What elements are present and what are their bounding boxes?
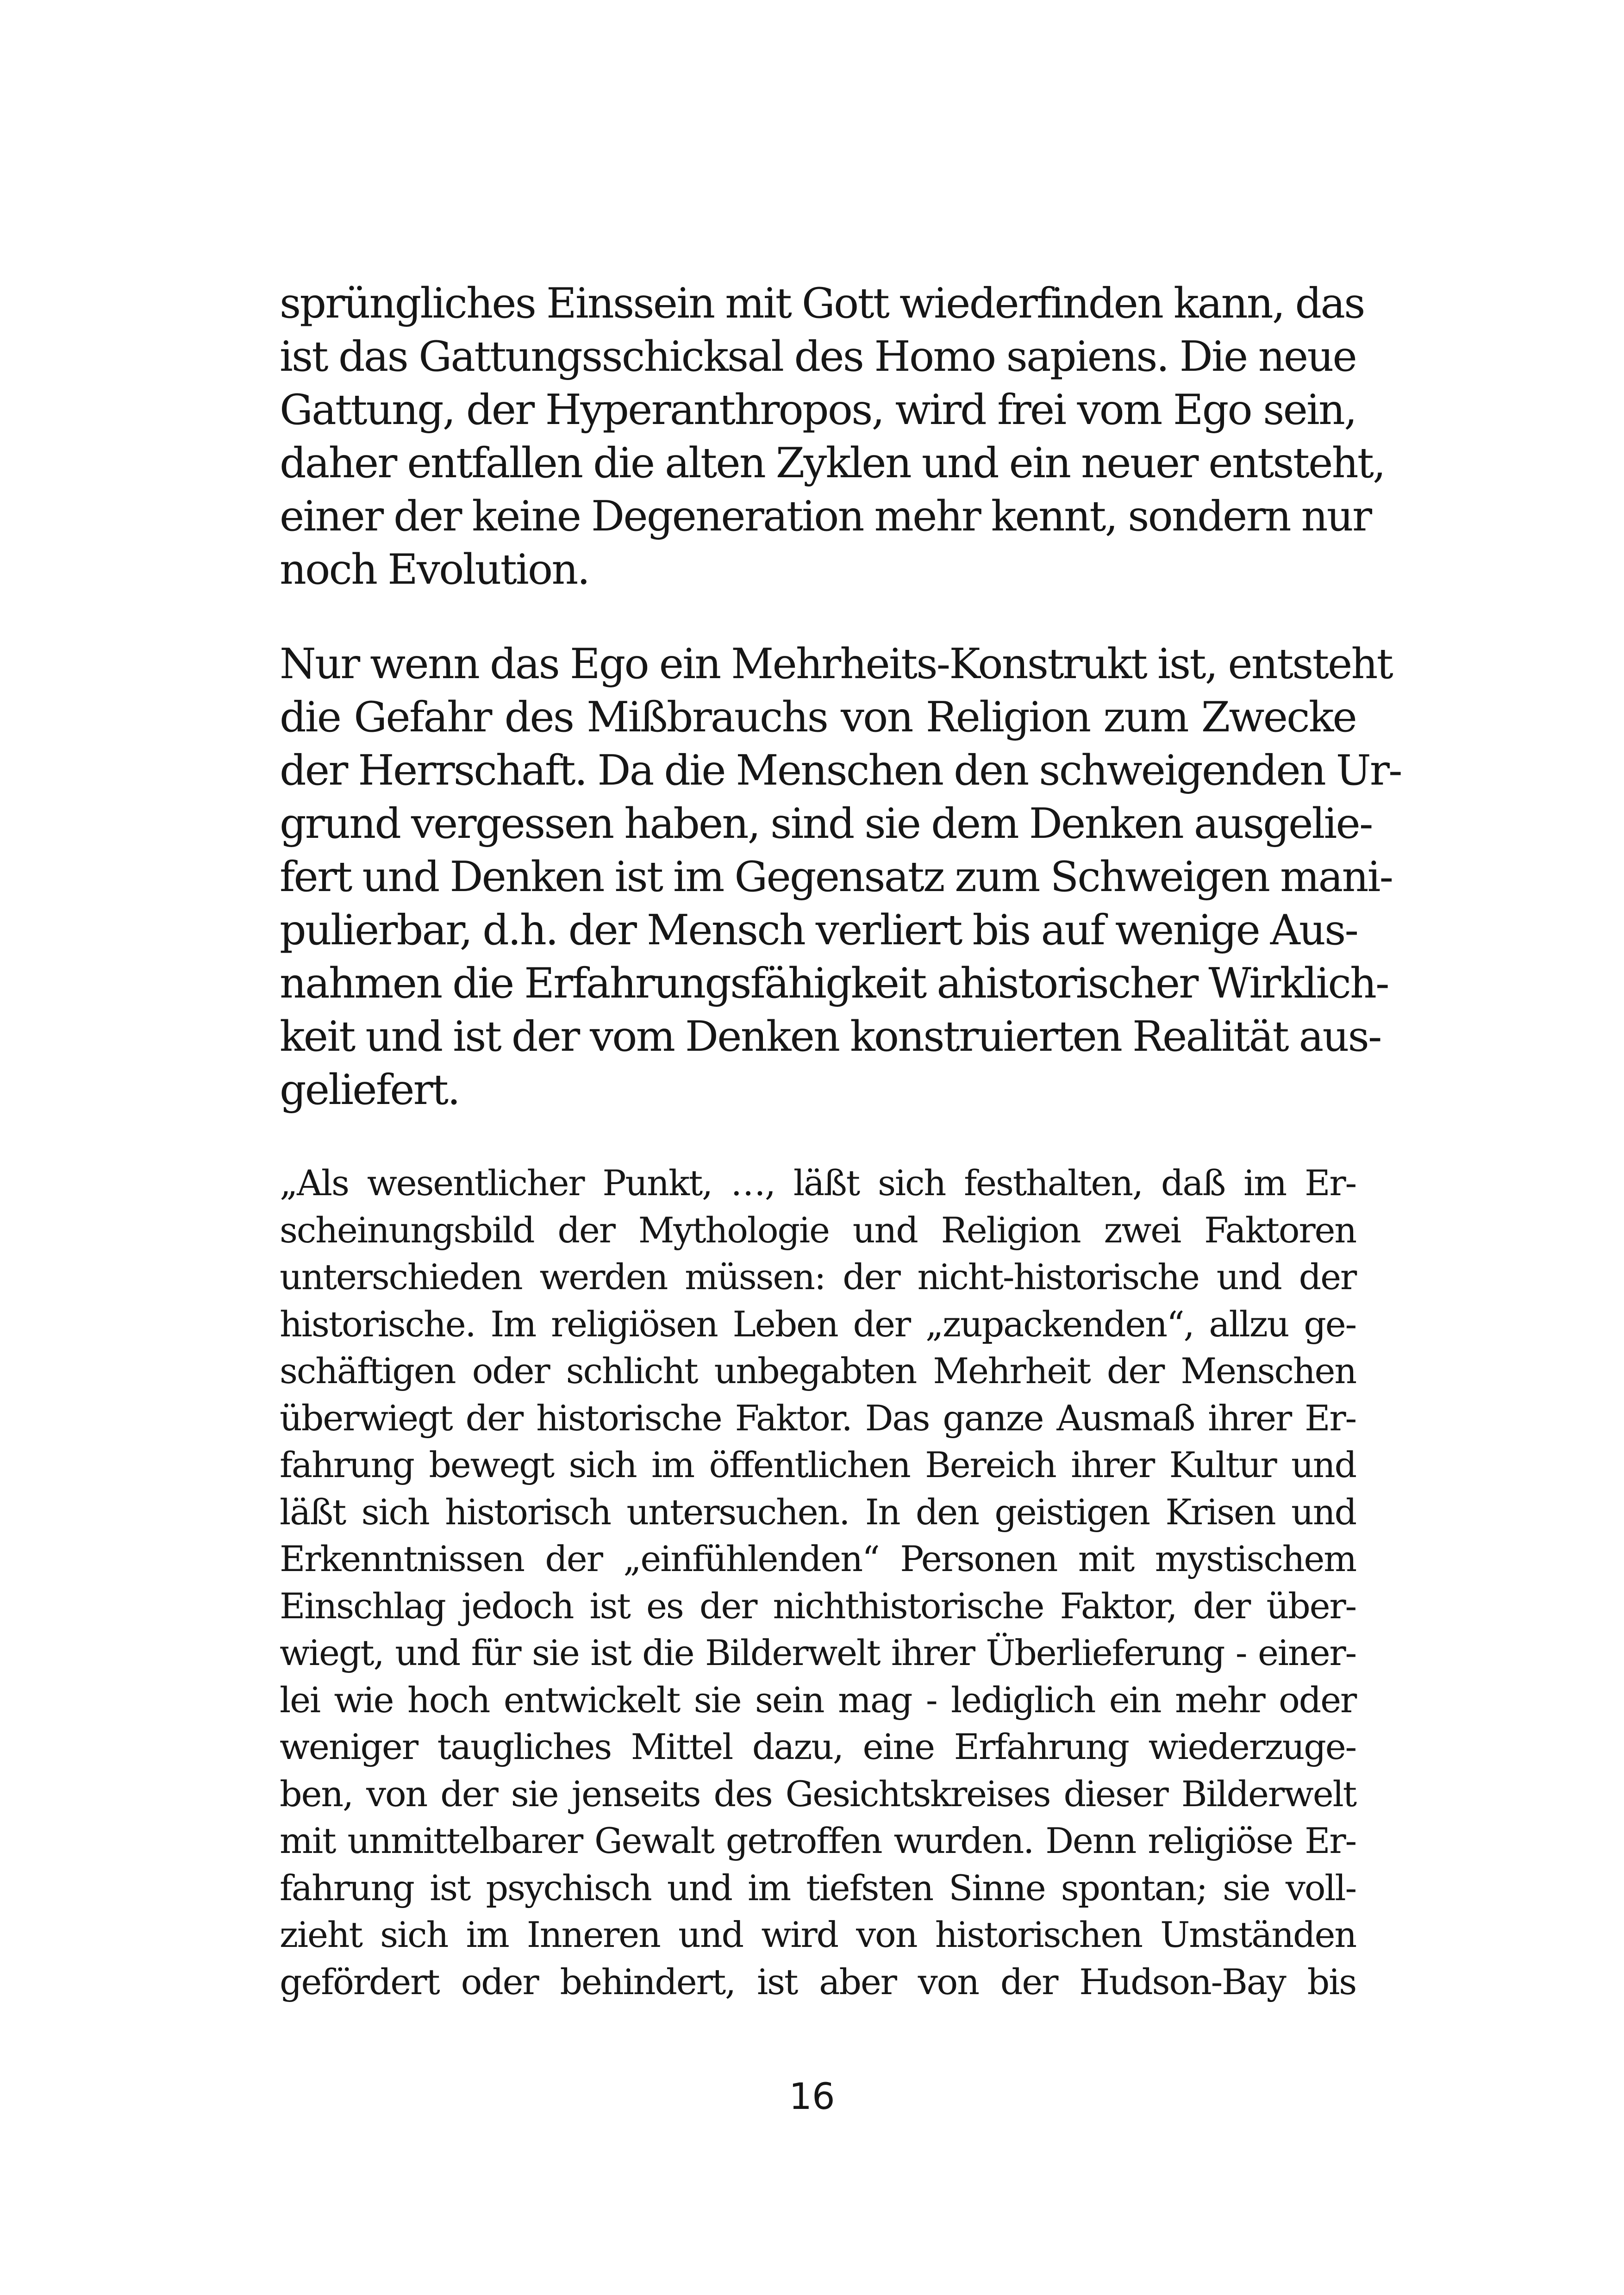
block-quote — [280, 1160, 1356, 2005]
paragraph-2-line: nahmen die Erfahrungsfähigkeit ahistorischer Wirklich- — [280, 959, 1388, 1008]
paragraph-2-line: geliefert. — [280, 1066, 460, 1114]
paragraph-1-line: Gattung, der Hyperanthropos, wird frei vom Ego sein, — [280, 386, 1356, 434]
paragraph-2-line: pulierbar, d.h. der Mensch verliert bis auf wenige Aus- — [280, 906, 1358, 954]
paragraph-2-line: der Herrschaft. Da die Menschen den schweigenden Ur- — [280, 746, 1401, 795]
quote-line: mit unmittelbarer Gewalt getroffen wurden. Denn religiöse Er- — [280, 1820, 1356, 1861]
paragraph-2 — [280, 637, 1401, 1116]
quote-line: zieht sich im Inneren und wird von historischen Umständen — [280, 1914, 1356, 1955]
quote-line: Einschlag jedoch ist es der nichthistorische Faktor, der über- — [280, 1585, 1356, 1627]
quote-line: läßt sich historisch untersuchen. In den geistigen Krisen und — [280, 1491, 1356, 1533]
paragraph-1-line: sprüngliches Einssein mit Gott wiederfinden kann, das — [280, 279, 1364, 328]
quote-line: scheinungsbild der Mythologie und Religion zwei Faktoren — [280, 1209, 1356, 1251]
paragraph-2-line: grund vergessen haben, sind sie dem Denken ausgelie- — [280, 799, 1372, 848]
quote-line: weniger taugliches Mittel dazu, eine Erfahrung wiederzuge- — [280, 1726, 1356, 1767]
quote-line: schäftigen oder schlicht unbegabten Mehrheit der Menschen — [280, 1350, 1356, 1391]
paragraph-1-line: daher entfallen die alten Zyklen und ein neuer entsteht, — [280, 439, 1385, 487]
paragraph-2-line: Nur wenn das Ego ein Mehrheits-Konstrukt ist, entsteht — [280, 640, 1393, 688]
quote-line: historische. Im religiösen Leben der „zupackenden“, allzu ge- — [280, 1303, 1356, 1345]
paragraph-1-line: noch Evolution. — [280, 545, 589, 594]
quote-line: fahrung bewegt sich im öffentlichen Bereich ihrer Kultur und — [280, 1444, 1356, 1485]
quote-line: wiegt, und für sie ist die Bilderwelt ihrer Überlieferung - einer- — [280, 1632, 1356, 1673]
quote-line: „Als wesentlicher Punkt, …, läßt sich festhalten, daß im Er- — [280, 1162, 1356, 1204]
paragraph-2-line: keit und ist der vom Denken konstruierten Realität aus- — [280, 1012, 1381, 1061]
paragraph-2-line: fert und Denken ist im Gegensatz zum Schweigen mani- — [280, 853, 1393, 901]
quote-line: gefördert oder behindert, ist aber von der Hudson-Bay bis — [280, 1961, 1356, 2002]
paragraph-1 — [280, 277, 1385, 596]
quote-line: fahrung ist psychisch und im tiefsten Sinne spontan; sie voll- — [280, 1867, 1356, 1908]
paragraph-2-line: die Gefahr des Mißbrauchs von Religion zum Zwecke — [280, 693, 1356, 742]
paragraph-1-line: einer der keine Degeneration mehr kennt, sondern nur — [280, 492, 1371, 541]
quote-line: Erkenntnissen der „einfühlenden“ Personen mit mystischem — [280, 1538, 1356, 1579]
page-number: 16 — [789, 2076, 835, 2118]
quote-line: unterschieden werden müssen: der nicht-historische und der — [280, 1256, 1356, 1297]
quote-line: ben, von der sie jenseits des Gesichtskreises dieser Bilderwelt — [280, 1773, 1356, 1815]
quote-line: überwiegt der historische Faktor. Das ganze Ausmaß ihrer Er- — [280, 1397, 1356, 1439]
quote-line: lei wie hoch entwickelt sie sein mag - lediglich ein mehr oder — [280, 1679, 1356, 1721]
paragraph-1-line: ist das Gattungsschicksal des Homo sapiens. Die neue — [280, 332, 1356, 381]
